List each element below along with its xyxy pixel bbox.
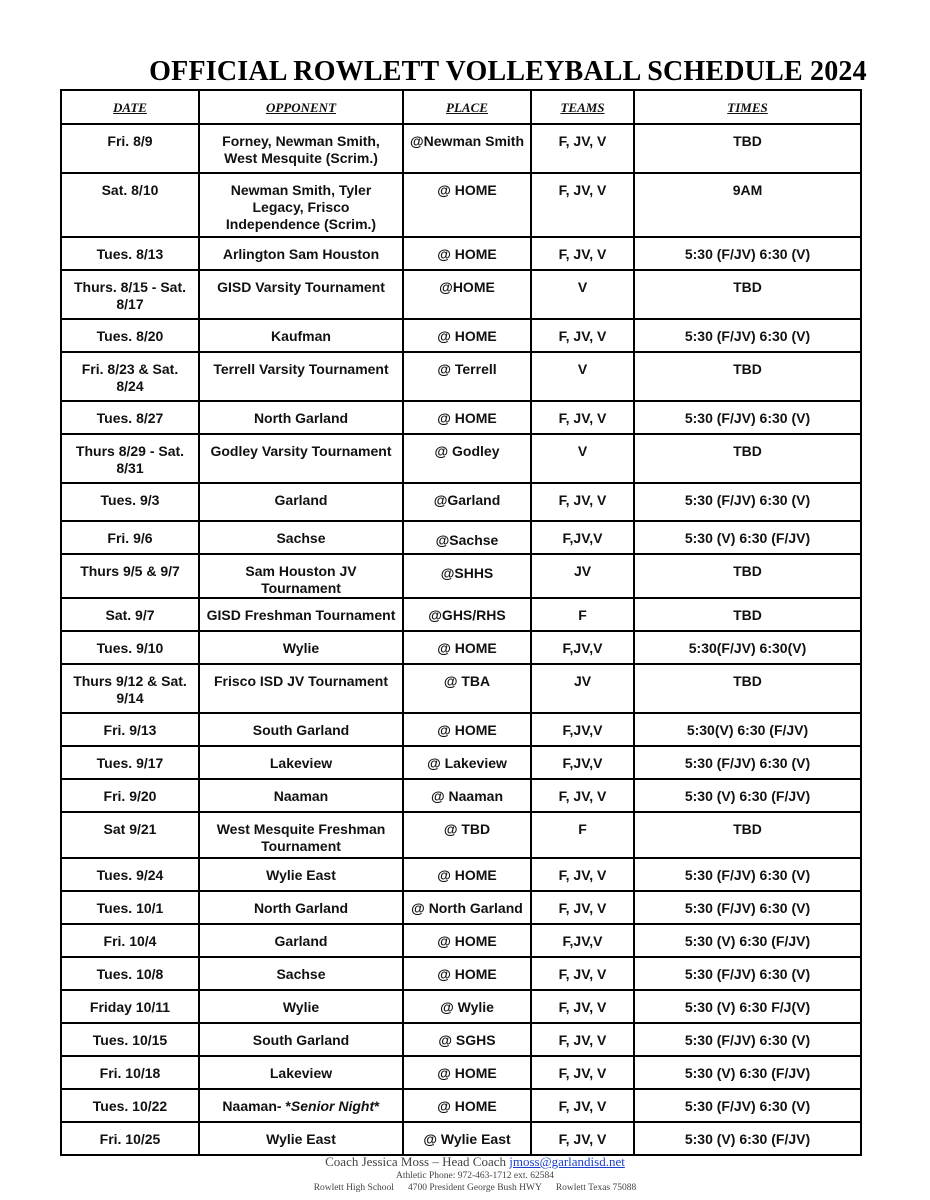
opponent-cell: Garland [199,483,403,521]
teams-cell: F, JV, V [531,237,634,270]
teams-cell: V [531,434,634,483]
opponent-cell: Godley Varsity Tournament [199,434,403,483]
table-row [61,521,861,554]
table-row [61,598,861,631]
opponent-cell: North Garland [199,891,403,924]
times-cell: TBD [634,554,861,598]
opponent-cell: Sam Houston JV Tournament [199,554,403,598]
times-cell: 5:30 (F/JV) 6:30 (V) [634,858,861,891]
place-cell: @HOME [403,270,531,319]
street-address: 4700 President George Bush HWY [407,1183,542,1193]
opponent-cell: South Garland [199,1023,403,1056]
opponent-cell: Sachse [199,957,403,990]
date-cell: Tues. 10/22 [61,1089,199,1122]
date-cell: Fri. 8/23 & Sat. 8/24 [61,352,199,401]
table-row [61,173,861,237]
place-cell: @Newman Smith [403,124,531,173]
date-cell: Fri. 9/13 [61,713,199,746]
teams-cell: F, JV, V [531,891,634,924]
opponent-cell: South Garland [199,713,403,746]
opponent-cell: Forney, Newman Smith, West Mesquite (Scrim.) [199,124,403,173]
place-cell: @ HOME [403,1089,531,1122]
teams-cell: F, JV, V [531,1089,634,1122]
date-cell: Tues. 10/1 [61,891,199,924]
teams-cell: F [531,812,634,858]
place-cell: @ SGHS [403,1023,531,1056]
header-teams: TEAMS [531,90,634,124]
date-cell: Sat 9/21 [61,812,199,858]
table-row [61,924,861,957]
times-cell: 5:30 (F/JV) 6:30 (V) [634,1023,861,1056]
city-state: Rowlett Texas 75088 [555,1183,637,1193]
place-cell: @ HOME [403,924,531,957]
opponent-cell: Lakeview [199,1056,403,1089]
header-row [61,90,861,124]
table-row [61,779,861,812]
table-row [61,713,861,746]
header-opponent: OPPONENT [199,90,403,124]
date-cell: Fri. 8/9 [61,124,199,173]
date-cell: Tues. 10/8 [61,957,199,990]
opponent-cell: North Garland [199,401,403,434]
date-cell: Sat. 8/10 [61,173,199,237]
teams-cell: F, JV, V [531,401,634,434]
opponent-cell: Sachse [199,521,403,554]
teams-cell: F,JV,V [531,924,634,957]
footer-address [0,1182,930,1194]
opponent-cell: Wylie East [199,1122,403,1155]
times-cell: TBD [634,598,861,631]
times-cell: 5:30(F/JV) 6:30(V) [634,631,861,664]
teams-cell: JV [531,664,634,713]
times-cell: TBD [634,434,861,483]
date-cell: Tues. 8/27 [61,401,199,434]
place-cell: @SHHS [403,554,531,598]
table-row [61,124,861,173]
opponent-cell: GISD Freshman Tournament [199,598,403,631]
date-cell: Tues. 9/17 [61,746,199,779]
teams-cell: F, JV, V [531,779,634,812]
times-cell: 5:30 (F/JV) 6:30 (V) [634,1089,861,1122]
place-cell: @ Godley [403,434,531,483]
date-cell: Thurs 9/5 & 9/7 [61,554,199,598]
date-cell: Fri. 10/18 [61,1056,199,1089]
opponent-text: Naaman- * [222,1098,291,1114]
times-cell: TBD [634,270,861,319]
header-place: PLACE [403,90,531,124]
footer-phone: Athletic Phone: 972-463-1712 ext. 62584 [395,1171,555,1181]
times-cell: 5:30 (V) 6:30 F/J(V) [634,990,861,1023]
teams-cell: F,JV,V [531,521,634,554]
teams-cell: F [531,598,634,631]
place-cell: @ Lakeview [403,746,531,779]
table-row [61,858,861,891]
teams-cell: V [531,270,634,319]
place-cell: @ North Garland [403,891,531,924]
date-cell: Fri. 10/25 [61,1122,199,1155]
times-cell: 5:30 (F/JV) 6:30 (V) [634,957,861,990]
date-cell: Thurs. 8/15 - Sat. 8/17 [61,270,199,319]
times-cell: 5:30 (F/JV) 6:30 (V) [634,401,861,434]
place-cell: @ TBA [403,664,531,713]
date-cell: Thurs 9/12 & Sat. 9/14 [61,664,199,713]
place-cell: @ Terrell [403,352,531,401]
times-cell: 5:30(V) 6:30 (F/JV) [634,713,861,746]
place-cell: @ HOME [403,237,531,270]
teams-cell: F, JV, V [531,1023,634,1056]
place-cell: @ TBD [403,812,531,858]
teams-cell: V [531,352,634,401]
table-row [61,483,861,521]
header-times: TIMES [634,90,861,124]
place-cell: @ Wylie East [403,1122,531,1155]
place-cell: @ HOME [403,631,531,664]
footer [0,1154,930,1194]
teams-cell: F,JV,V [531,746,634,779]
place-cell: @Sachse [403,521,531,554]
place-cell: @ HOME [403,1056,531,1089]
table-row [61,319,861,352]
times-cell: 9AM [634,173,861,237]
schedule-body [61,124,861,1155]
times-cell: 5:30 (F/JV) 6:30 (V) [634,746,861,779]
opponent-cell: GISD Varsity Tournament [199,270,403,319]
date-cell: Tues. 8/13 [61,237,199,270]
table-row [61,554,861,598]
teams-cell: F, JV, V [531,1122,634,1155]
place-cell: @ HOME [403,858,531,891]
teams-cell: F, JV, V [531,990,634,1023]
date-cell: Tues. 10/15 [61,1023,199,1056]
teams-cell: F, JV, V [531,858,634,891]
times-cell: 5:30 (F/JV) 6:30 (V) [634,319,861,352]
times-cell: 5:30 (V) 6:30 (F/JV) [634,779,861,812]
teams-cell: F,JV,V [531,713,634,746]
place-cell: @ HOME [403,401,531,434]
teams-cell: JV [531,554,634,598]
table-row [61,664,861,713]
table-row [61,631,861,664]
date-cell: Fri. 10/4 [61,924,199,957]
date-cell: Tues. 9/10 [61,631,199,664]
place-cell: @ HOME [403,173,531,237]
times-cell: 5:30 (F/JV) 6:30 (V) [634,891,861,924]
date-cell: Tues. 9/3 [61,483,199,521]
table-row [61,1089,861,1122]
coach-name: Coach Jessica Moss – Head Coach [325,1154,510,1169]
schedule-table [60,89,862,1156]
header-date: DATE [61,90,199,124]
opponent-cell: West Mesquite Freshman Tournament [199,812,403,858]
table-row [61,270,861,319]
place-cell: @ HOME [403,713,531,746]
times-cell: 5:30 (V) 6:30 (F/JV) [634,1056,861,1089]
teams-cell: F, JV, V [531,173,634,237]
opponent-cell: Lakeview [199,746,403,779]
date-cell: Sat. 9/7 [61,598,199,631]
opponent-suffix: * [374,1098,380,1114]
table-row [61,957,861,990]
opponent-cell: Wylie East [199,858,403,891]
coach-email-link[interactable]: jmoss@garlandisd.net [509,1154,625,1169]
opponent-cell: Frisco ISD JV Tournament [199,664,403,713]
senior-night-label: Senior Night [290,1098,375,1114]
school-name: Rowlett High School [313,1183,394,1193]
place-cell: @GHS/RHS [403,598,531,631]
teams-cell: F, JV, V [531,1056,634,1089]
opponent-cell: Arlington Sam Houston [199,237,403,270]
place-cell: @ Naaman [403,779,531,812]
times-cell: 5:30 (V) 6:30 (F/JV) [634,1122,861,1155]
date-cell: Fri. 9/6 [61,521,199,554]
place-cell: @ Wylie [403,990,531,1023]
opponent-cell: Terrell Varsity Tournament [199,352,403,401]
date-cell: Fri. 9/20 [61,779,199,812]
opponent-cell: Wylie [199,631,403,664]
date-cell: Tues. 8/20 [61,319,199,352]
opponent-cell: Kaufman [199,319,403,352]
table-row [61,812,861,858]
opponent-cell: Naaman [199,779,403,812]
table-row [61,1023,861,1056]
opponent-cell: Garland [199,924,403,957]
date-cell: Tues. 9/24 [61,858,199,891]
times-cell: 5:30 (V) 6:30 (F/JV) [634,521,861,554]
table-row [61,746,861,779]
times-cell: TBD [634,124,861,173]
opponent-cell: Wylie [199,990,403,1023]
place-cell: @ HOME [403,319,531,352]
table-row [61,237,861,270]
teams-cell: F, JV, V [531,483,634,521]
teams-cell: F, JV, V [531,957,634,990]
place-cell: @Garland [403,483,531,521]
times-cell: TBD [634,812,861,858]
times-cell: TBD [634,352,861,401]
times-cell: 5:30 (V) 6:30 (F/JV) [634,924,861,957]
table-row [61,891,861,924]
table-row [61,1056,861,1089]
teams-cell: F,JV,V [531,631,634,664]
times-cell: 5:30 (F/JV) 6:30 (V) [634,237,861,270]
page-title: OFFICIAL ROWLETT VOLLEYBALL SCHEDULE 2024 [149,56,867,87]
opponent-cell [199,1089,403,1122]
date-cell: Friday 10/11 [61,990,199,1023]
date-cell: Thurs 8/29 - Sat. 8/31 [61,434,199,483]
teams-cell: F, JV, V [531,319,634,352]
table-row [61,434,861,483]
opponent-cell: Newman Smith, Tyler Legacy, Frisco Independence (Scrim.) [199,173,403,237]
table-row [61,352,861,401]
table-row [61,1122,861,1155]
table-row [61,401,861,434]
footer-coach [0,1154,930,1170]
times-cell: TBD [634,664,861,713]
teams-cell: F, JV, V [531,124,634,173]
times-cell: 5:30 (F/JV) 6:30 (V) [634,483,861,521]
table-row [61,990,861,1023]
place-cell: @ HOME [403,957,531,990]
